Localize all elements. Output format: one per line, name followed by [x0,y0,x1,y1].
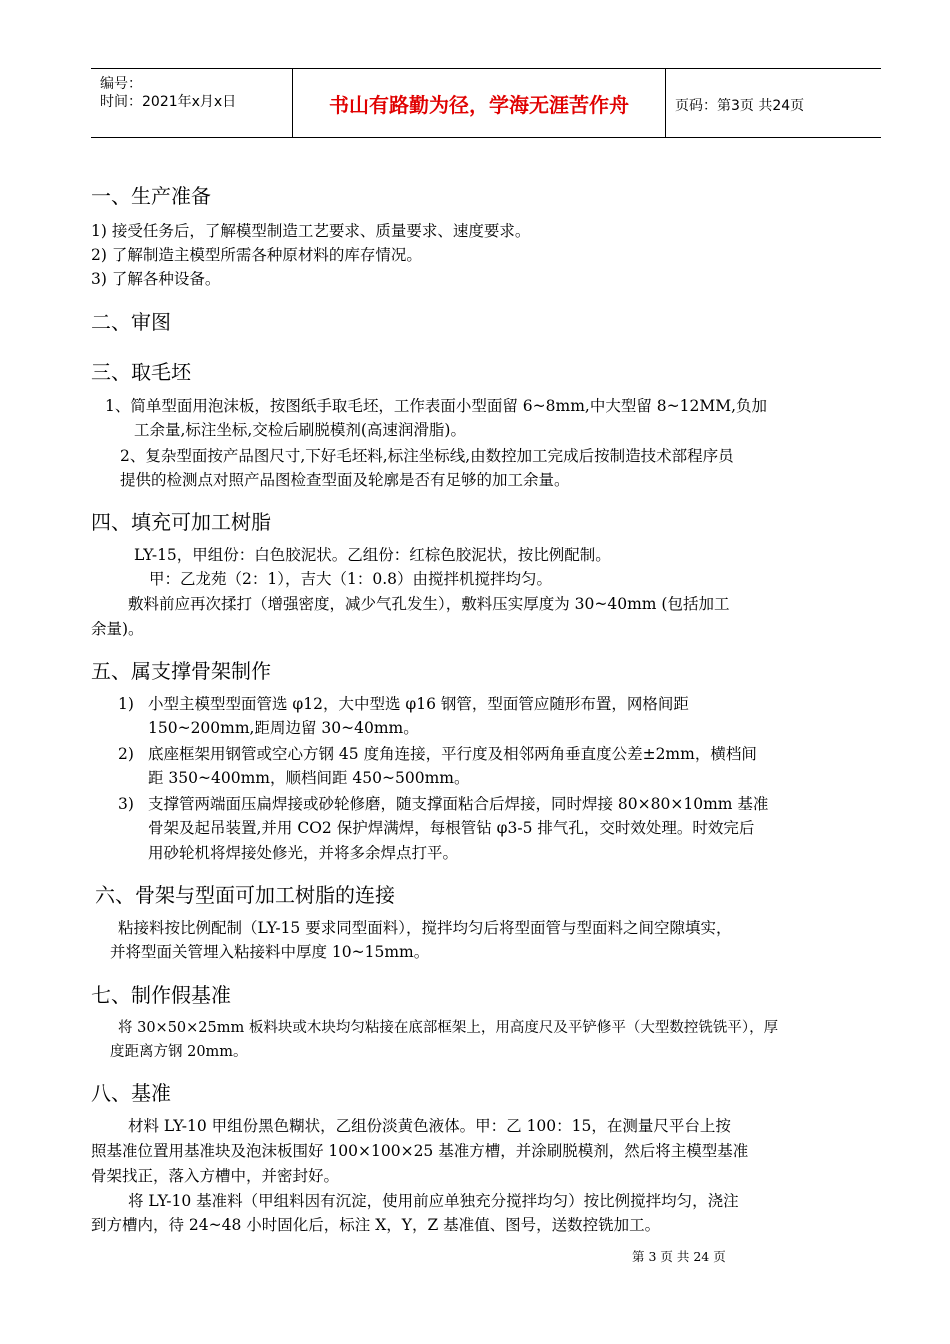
paragraph-line: 敷料前应再次揉打（增强密度，减少气孔发生），敷料压实厚度为 30~40mm (包括加工 [128,595,730,613]
paragraph-line: 提供的检测点对照产品图检查型面及轮廓是否有足够的加工余量。 [120,471,570,489]
list-number: 3) [118,795,134,813]
section-title: 八、基准 [91,1081,171,1105]
paragraph-line: 余量)。 [91,620,144,638]
section-title: 七、制作假基准 [91,983,231,1007]
page-footer: 第 3 页 共 24 页 [632,1249,726,1264]
paragraph-line: 材料 LY-10 甲组份黑色糊状，乙组份淡黄色液体。甲：乙 100：15，在测量尺平台上按 [128,1117,731,1135]
paragraph-line: 甲：乙龙苑（2：1），吉大（1：0.8）由搅拌机搅拌均匀。 [149,570,552,588]
paragraph-line: 将 LY-10 基准料（甲组料因有沉淀，使用前应单独充分搅拌均匀）按比例搅拌均匀，浇注 [128,1192,739,1210]
list-item: 用砂轮机将焊接处修光，并将多余焊点打平。 [148,844,459,862]
time-label: 时间：2021年x月x日 [100,94,237,110]
paragraph-line: 将 30×50×25mm 板料块或木块均匀粘接在底部框架上，用高度尺及平铲修平（大型数控铣铣平），厚 [118,1020,779,1036]
section-title: 二、审图 [91,310,171,334]
list-number: 1) [118,695,134,713]
list-item: 小型主模型型面管选 φ12，大中型选 φ16 钢管，型面管应随形布置，网格间距 [148,695,689,713]
list-item: 2) 了解制造主模型所需各种原材料的库存情况。 [91,246,422,264]
section-title: 五、属支撑骨架制作 [91,659,271,683]
list-item: 150~200mm,距周边留 30~40mm。 [148,719,419,737]
paragraph-line: 度距离方钢 20mm。 [110,1044,248,1060]
paragraph-line: LY-15，甲组份：白色胶泥状。乙组份：红棕色胶泥状，按比例配制。 [134,546,611,564]
motto: 书山有路勤为径，学海无涯苦作舟 [293,69,666,137]
list-item: 骨架及起吊装置,并用 CO2 保护焊满焊，每根管钻 φ3-5 排气孔，交时效处理。时效完后 [148,819,755,837]
section-title: 六、骨架与型面可加工树脂的连接 [95,883,395,907]
list-item: 距 350~400mm，顺档间距 450~500mm。 [148,769,470,787]
paragraph-line: 到方槽内，待 24~48 小时固化后，标注 X，Y，Z 基准值、图号，送数控铣加工。 [91,1216,661,1234]
paragraph-line: 1、简单型面用泡沫板，按图纸手取毛坯，工作表面小型面留 6~8mm,中大型留 8~12MM,负加 [105,397,767,415]
list-item: 3) 了解各种设备。 [91,270,221,288]
header-table [91,68,881,138]
header-info-cell [91,69,293,137]
code-label: 编号： [100,76,142,92]
section-title: 三、取毛坯 [91,360,191,384]
list-number: 2) [118,745,134,763]
paragraph-line: 粘接料按比例配制（LY-15 要求同型面料），搅拌均匀后将型面管与型面料之间空隙填实， [118,919,732,937]
list-item: 支撑管两端面压扁焊接或砂轮修磨，随支撑面粘合后焊接，同时焊接 80×80×10mm 基准 [148,795,769,813]
list-item: 底座框架用钢管或空心方钢 45 度角连接，平行度及相邻两角垂直度公差±2mm，横档间 [148,745,757,763]
list-item: 1) 接受任务后，了解模型制造工艺要求、质量要求、速度要求。 [91,222,531,240]
paragraph-line: 2、复杂型面按产品图尺寸,下好毛坯料,标注坐标线,由数控加工完成后按制造技术部程序员 [120,447,734,465]
section-title: 一、生产准备 [91,184,211,208]
paragraph-line: 工余量,标注坐标,交检后刷脱模剂(高速润滑脂)。 [134,421,466,439]
section-title: 四、填充可加工树脂 [91,510,271,534]
paragraph-line: 骨架找正，落入方槽中，并密封好。 [91,1167,340,1185]
paragraph-line: 并将型面关管埋入粘接料中厚度 10~15mm。 [110,943,430,961]
paragraph-line: 照基准位置用基准块及泡沫板围好 100×100×25 基准方槽，并涂刷脱模剂，然后将主模型基准 [91,1142,749,1160]
page-label: 页码：第3页 共24页 [675,98,805,114]
